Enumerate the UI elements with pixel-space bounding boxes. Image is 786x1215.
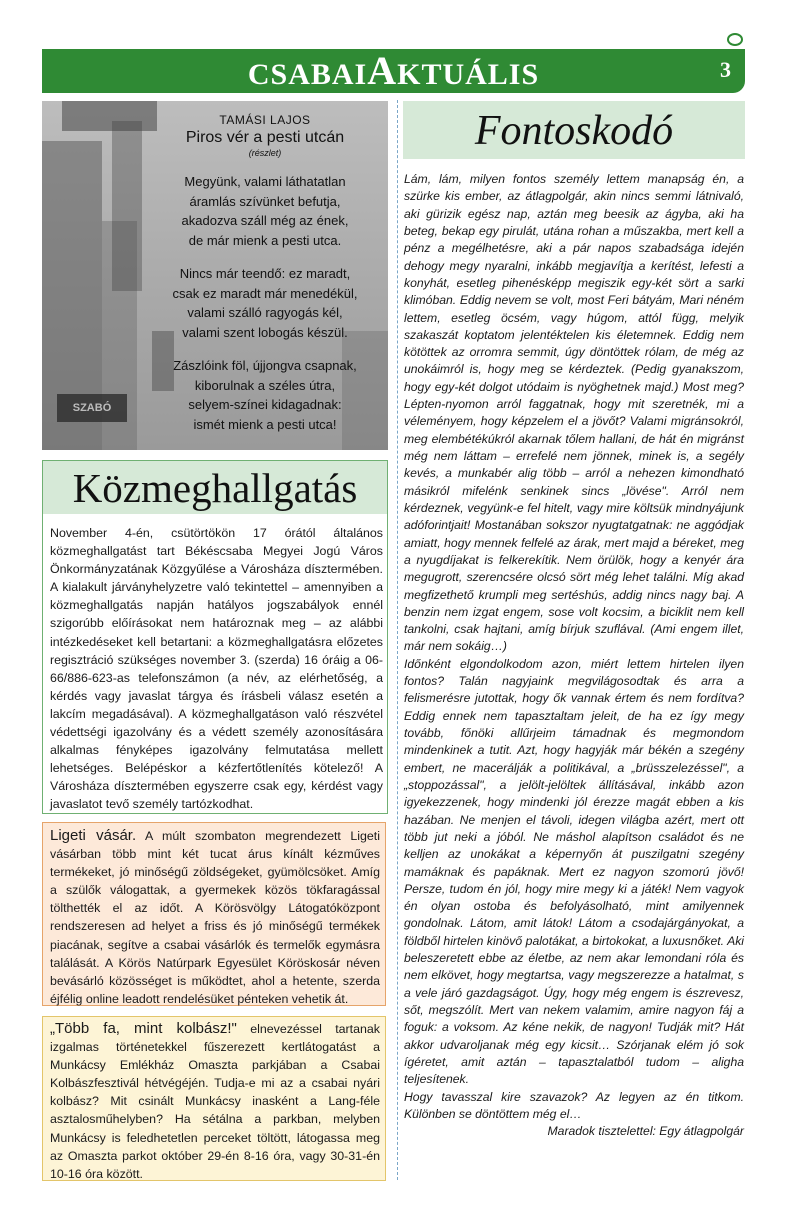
- fontoskodo-paragraph: Hogy tavasszal kire szavazok? Az legyen az én titkom. Különben se döntöttem még el…: [404, 1089, 744, 1121]
- poem-stanza-1: Megyünk, valami láthatatlan áramlás szívünket befutja, akadozva száll még az ének, de már mienk a pesti utca.: [181, 174, 349, 248]
- hall-article-body: November 4-én, csütörtökön 17 órától általános közmeghallgatást tart Békéscsaba Megyei Jogú Város Önkormányzatának Közgyűlése a Városháza dísztermében. A kialakult járványhelyzetre való tekintettel – amennyiben a közmeghallgatás napján hatályos jogszabályok ennél szigorúbb előírásokat nem határoznak meg – az alábbi intézkedéseket kell betartani: a közmeghallgatásra előzetes regisztráció szükséges november 3. (szerda) 16 óráig a 06-66/886-623-as telefonszámon (a név, az elérhetőség, a kérdés vagy javaslat tárgya és írásbeli válasz esetén a lakcím megadásával). A közmeghallgatáson való részvétel védettségi igazolvány és a védett személy azonosítására alkalmas fényképes igazolvány felmutatása mellett lehetséges. Belépéskor a kézfertőtlenítés kötelező! A Városháza dísztermében egyszerre csak egy, kérdést vagy javaslatot tevő személy tartózkodhat.: [50, 526, 383, 812]
- page-header: [42, 49, 745, 93]
- ligeti-lead: Ligeti vásár.: [50, 827, 137, 844]
- fontoskodo-paragraph: Időnként elgondolkodom azon, miért lettem hirtelen ilyen fontos? Talán nagyjaink megvilágosodtak és arra a felismerésre jutottak, hogy ők vannak értem és nem fordítva? Eddig ennek nem tapasztaltam jeleit, de ha ez így megy tovább, főnöki allűrjeim támadnak és megmondom mindenkinek a tutit. Azt, hogy hagyják már békén a szegény embert, ne macerálják a politikával, a „brüsszelezéssel", a „stoppozással", a jelölt-jelöltek állításával, inkább azon igyekezzenek, hogy mindenki jól érezze magát ebben a kis hazában. Ne menjen el távoli, idegen világba azért, mert ott több jut neki a jóból. Ne máshol alapítson családot és ne kelljen az unokákat a képernyőn át puszilgatni szegény mamáknak és papáknak. Mert ez nagyon szomorú jövő! Persze, tudom én jól, hogy mire megy ki a játék! Nem vagyok én olyan ostoba és befolyásolható, mint amilyennek gondolnak. Látom, amit látok! Látom a csodajárgányokat, a földből hirtelen kinövő palotákat, a birtokokat, a luxusnőket. Aki beleszeretett ebbe az életbe, az nem akar lemondani róla és nem elkövet, hogy megtartsa, vagy megszerezze a hatalmat, s a vele járó gazdagságot. Úgy, hogy még engem is észrevesz, sőt, megszólít. Mert van nekem valamim, amire nagyon fáj a foguk: a voksom. Az kéne nekik, de nagyon! Tudják mit? Hát akkor udvaroljanak még egy kicsit… Szórjanak elém jó sok ígéretet, amit aztán – tapasztalatból tudom – aligha teljesítenek.: [404, 656, 744, 1087]
- tobb-fa-lead: „Több fa, mint kolbász!": [50, 1020, 237, 1037]
- fontoskodo-title: Fontoskodó: [474, 108, 674, 154]
- poem-subtitle: (részlet): [248, 148, 282, 158]
- fontoskodo-article-body: [404, 171, 744, 1141]
- photo-shop-sign: SZABÓ: [57, 394, 127, 422]
- fontoskodo-title-box: [403, 101, 745, 159]
- swirl-ornament-icon: [727, 33, 743, 46]
- fontoskodo-paragraph: Lám, lám, milyen fontos személy lettem manapság én, a szürke kis ember, az átlagpolgár, akin nincs semmi látnivaló, aki gürizik egész nap, aztán meg beesik az ágyba, aki ha beteg, bekap egy pirulát, utána rohan a műszakba, mert kell a pénz a megélhetésre, aki a pár napos szabadsága idején dehogy megy nyaralni, inkább megjavítja a kerítést, lefesti a konyhát, esetleg pihenésképp megiszik egy-két sört a sarki klimóban. Eddig nevem se volt, most Feri bátyám, Mari néném lettem, esetleg öcsém, vagy húgom, attól függ, melyik szakaszát koptatom jelentéktelen kis életemnek. Eddig nem kötöttek az orromra semmit, úgy döntöttek rólam, de még az unokáimról is, hogy meg se kérdeztek. (Pedig gyanakszom, hogy egy-két dolgot utódaim is nyöghetnek majd.) Most meg? Lépten-nyomon arról faggatnak, hogy mit szeretnék, mi a véleményem, hogy képzelem el a jövőt? Valami migránsokról, meg elembétékúkról akarnak tőlem hallani, de hát én migránst még nem láttam – errefelé nem jönnek, minek is, a segély kevés, a munkabér alig több – arról a nehezen kimondható másikról mifelénk senkinek sincs „lövése". Arról nem kérdeznek, vegyünk-e fel hitelt, vagy mire költsük mindnyájunk adóforintjait! Mostanában sokszor nyugtatgatnak: ne aggódjak amiatt, hogy mennek felfelé az árak, mert majd a béreket, meg a nyugdíjakat is felkerekítik. Nem örülök, hogy a kenyér ára megugrott, szerencsére olcsó sört még lehet találni. Míg akad megfizethető krumpli meg sertéshús, addig nincs nagy baj. A benzin nem izgat engem, sose volt kocsim, a biciklit nem kell tankolni, csak hajtani, amíg bírjuk szuflával. (Ami engem illet, már nem sokáig…): [404, 172, 744, 654]
- poem-text: [142, 101, 388, 434]
- poem-stanza-2: Nincs már teendő: ez maradt, csak ez maradt már menedékül, valami szálló ragyogás kél, valami szent lobogás készül.: [172, 266, 358, 340]
- ligeti-article-body: Ligeti vásár. A múlt szombaton megrendezett Ligeti vásárban több mint két tucat árus kínált kézműves termékeket, jó minőségű zöldségeket, gyümölcsöket. Amíg a szülők válogattak, a gyermekek közös tökfaragással tölthették el az időt. A Körösvölgy Látogatóközpont rendszeresen ad helyet a friss és jó minőségű termékek piacának, segítve a csabai vásárlók és termelők egymásra találását. A Körös Natúrpark Egyesület Köröskosár néven bevásárló közösséget is működtet, ahol a hetente, szerda éjfélig online leadott rendelésüket pénteken vehetik át.: [50, 827, 381, 1006]
- masthead-title: CSABAIAKTUÁLIS: [247, 48, 540, 93]
- poem-title: Piros vér a pesti utcán: [185, 129, 345, 146]
- column-divider: [397, 100, 398, 1180]
- fontoskodo-signature: Maradok tisztelettel: Egy átlagpolgár: [547, 1124, 744, 1139]
- tobb-fa-article-body: „Több fa, mint kolbász!" elnevezéssel tartanak izgalmas történetekkel fűszerezett kertlátogatást a Munkácsy Emlékház Omaszta parkjában a Csabai Kolbászfesztivál hétvégéjén. Tudja-e mi az a csabai nyári kolbász? Mit csinált Munkácsy inasként a Lang-féle asztalosműhelyben? Ha sétálna a parkban, melyben Munkácsy is feledhetetlen perceket töltött, látogassa meg az Omaszta parkot október 29-én 8-16 óra, vagy 30-31-én 10-16 óra között.: [50, 1020, 380, 1181]
- page-number: 3: [720, 57, 731, 82]
- hall-title: Közmeghallgatás: [72, 465, 358, 511]
- poem-stanza-3: Zászlóink föl, újjongva csapnak, kiborulnak a széles útra, selyem-színei kidagadnak: ismét mienk a pesti utca!: [173, 358, 357, 432]
- poem-author: TAMÁSI LAJOS: [219, 113, 311, 127]
